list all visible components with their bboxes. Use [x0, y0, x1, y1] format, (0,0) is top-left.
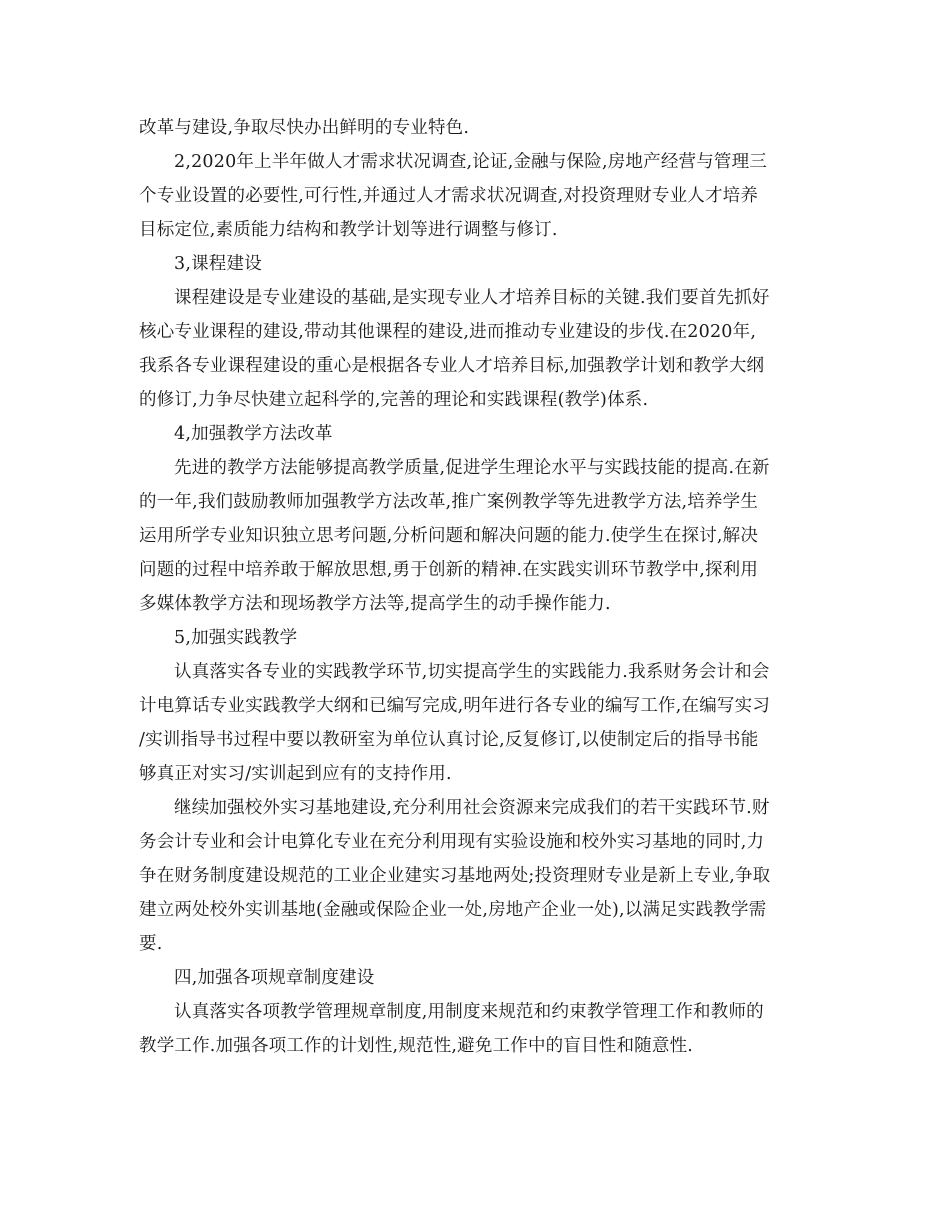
text-line: 运用所学专业知识独立思考问题,分析问题和解决问题的能力.使学生在探讨,解决: [139, 526, 759, 546]
text-line: 目标定位,素质能力结构和教学计划等进行调整与修订.: [139, 220, 558, 240]
section-heading: 5,加强实践教学: [174, 628, 298, 648]
text-line: 的一年,我们鼓励教师加强教学方法改革,推广案例教学等先进教学方法,培养学生: [139, 492, 759, 512]
text-line: 多媒体教学方法和现场教学方法等,提高学生的动手操作能力.: [139, 594, 611, 614]
section-heading: 4,加强教学方法改革: [174, 424, 333, 444]
text-line: /实训指导书过程中要以教研室为单位认真讨论,反复修订,以使制定后的指导书能: [139, 730, 759, 750]
text-line: 争在财务制度建设规范的工业企业建实习基地两处;投资理财专业是新上专业,争取: [139, 866, 771, 886]
text-line: 继续加强校外实习基地建设,充分利用社会资源来完成我们的若干实践环节.财: [174, 798, 770, 818]
text-line: 2,2020年上半年做人才需求状况调查,论证,金融与保险,房地产经营与管理三: [174, 152, 768, 172]
text-line: 要.: [139, 934, 163, 954]
text-line: 改革与建设,争取尽快办出鲜明的专业特色.: [139, 118, 470, 138]
text-line: 我系各专业课程建设的重心是根据各专业人才培养目标,加强教学计划和教学大纲: [139, 356, 765, 376]
text-line: 先进的教学方法能够提高教学质量,促进学生理论水平与实践技能的提高.在新: [174, 458, 770, 478]
text-line: 认真落实各项教学管理规章制度,用制度来规范和约束教学管理工作和教师的: [174, 1002, 764, 1022]
text-line: 建立两处校外实训基地(金融或保险企业一处,房地产企业一处),以满足实践教学需: [139, 900, 767, 920]
text-line: 计电算话专业实践教学大纲和已编写完成,明年进行各专业的编写工作,在编写实习: [139, 696, 771, 716]
text-line: 核心专业课程的建设,带动其他课程的建设,进而推动专业建设的步伐.在2020年,: [139, 322, 757, 342]
section-heading: 3,课程建设: [174, 254, 262, 274]
text-line: 的修订,力争尽快建立起科学的,完善的理论和实践课程(教学)体系.: [139, 390, 649, 410]
text-line: 够真正对实习/实训起到应有的支持作用.: [139, 764, 452, 784]
text-line: 教学工作.加强各项工作的计划性,规范性,避免工作中的盲目性和随意性.: [139, 1036, 694, 1056]
text-line: 认真落实各专业的实践教学环节,切实提高学生的实践能力.我系财务会计和会: [174, 662, 770, 682]
text-line: 个专业设置的必要性,可行性,并通过人才需求状况调查,对投资理财专业人才培养: [139, 186, 759, 206]
section-heading: 四,加强各项规章制度建设: [174, 968, 375, 988]
text-line: 课程建设是专业建设的基础,是实现专业人才培养目标的关键.我们要首先抓好: [174, 288, 770, 308]
text-line: 务会计专业和会计电算化专业在充分利用现有实验设施和校外实习基地的同时,力: [139, 832, 765, 852]
text-line: 问题的过程中培养敢于解放思想,勇于创新的精神.在实践实训环节教学中,探利用: [139, 560, 759, 580]
